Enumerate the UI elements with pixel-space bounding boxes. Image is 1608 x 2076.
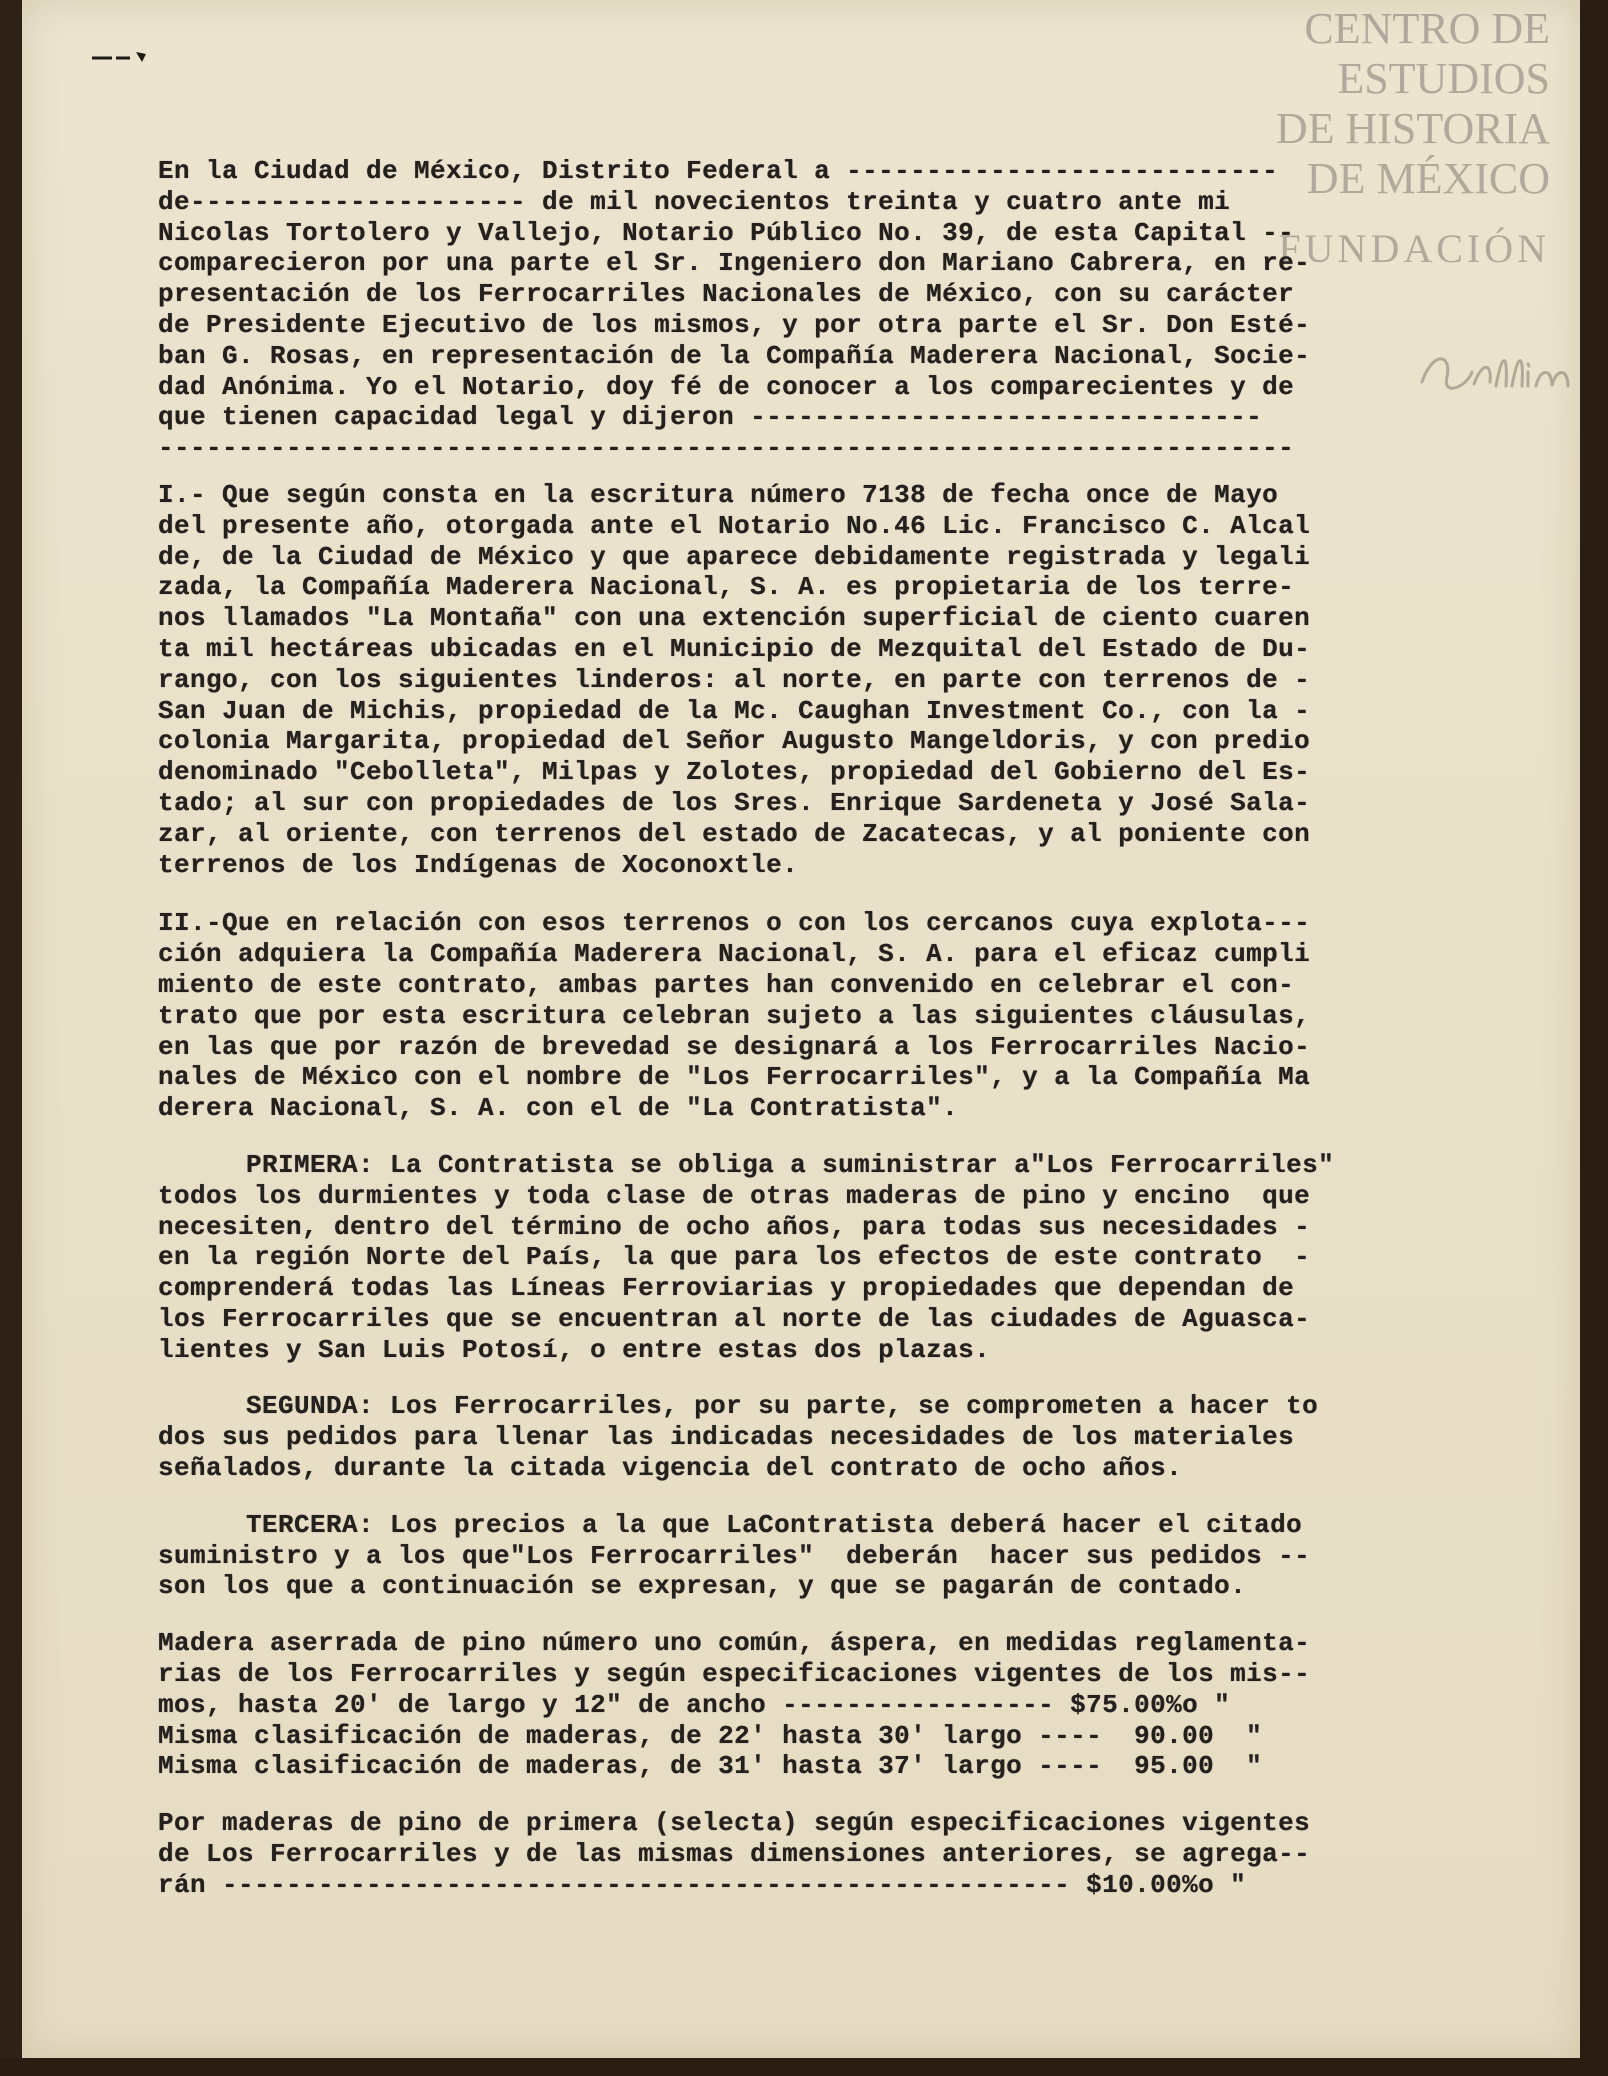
text-line: I.- Que según consta en la escritura número 7138 de fecha once de Mayo: [158, 479, 1279, 510]
text-line: En la Ciudad de México, Distrito Federal a ---------------------------: [158, 156, 1279, 186]
text-line: nos llamados "La Montaña" con una extención superficial de ciento cuaren: [158, 603, 1311, 634]
text-line: tado; al sur con propiedades de los Sres. Enrique Sardeneta y José Sala-: [158, 787, 1311, 818]
text-line: miento de este contrato, ambas partes han convenido en celebrar el con-: [158, 969, 1295, 1000]
clause-primera-body: [158, 1181, 1538, 1366]
intro-paragraph: [158, 156, 1538, 464]
text-line: zada, la Compañía Maderera Nacional, S. A. es propietaria de los terre-: [158, 572, 1295, 603]
text-line: que tienen capacidad legal y dijeron --------------------------------: [158, 402, 1263, 433]
text-line: dos sus pedidos para llenar las indicadas necesidades de los materiales: [158, 1422, 1295, 1453]
text-line: ban G. Rosas, en representación de la Compañía Maderera Nacional, Socie-: [158, 340, 1311, 371]
text-line: II.-Que en relación con esos terrenos o con los cercanos cuya explota---: [158, 908, 1311, 939]
text-line: todos los durmientes y toda clase de otras maderas de pino y encino que: [158, 1180, 1311, 1211]
watermark-line: DE MÉXICO: [1306, 154, 1550, 203]
text-line: presentación de los Ferrocarriles Nacionales de México, con su carácter: [158, 279, 1295, 310]
document-page: [22, 0, 1580, 2058]
text-line: comparecieron por una parte el Sr. Ingeniero don Mariano Cabrera, en re-: [158, 248, 1311, 279]
watermark-foundation: FUNDACIÓN: [1278, 226, 1550, 271]
text-line: nales de México con el nombre de "Los Ferrocarriles", y a la Compañía Ma: [158, 1062, 1311, 1093]
text-line: terrenos de los Indígenas de Xoconoxtle.: [158, 849, 799, 880]
watermark-line: CENTRO DE: [1304, 4, 1550, 53]
text-line: en las que por razón de brevedad se designará a los Ferrocarriles Nacio-: [158, 1031, 1311, 1062]
text-line: trato que por esta escritura celebran sujeto a las siguientes cláusulas,: [158, 1000, 1311, 1031]
text-line: lientes y San Luis Potosí, o entre estas dos plazas.: [158, 1334, 991, 1365]
text-line: denominado "Cebolleta", Milpas y Zolotes, propiedad del Gobierno del Es-: [158, 757, 1311, 788]
text-line: del presente año, otorgada ante el Notario No.46 Lic. Francisco C. Alcal: [158, 510, 1311, 541]
text-line: en la región Norte del País, la que para los efectos de este contrato -: [158, 1242, 1311, 1273]
text-line: colonia Margarita, propiedad del Señor Augusto Mangeldoris, y con predio: [158, 726, 1311, 757]
text-line: San Juan de Michis, propiedad de la Mc. Caughan Investment Co., con la -: [158, 695, 1311, 726]
closing-paragraph: [158, 1808, 1538, 1900]
text-line: suministro y a los que"Los Ferrocarriles" deberán hacer sus pedidos --: [158, 1540, 1311, 1571]
clause-i: [158, 480, 1538, 880]
text-line: de Presidente Ejecutivo de los mismos, y por otra parte el Sr. Don Esté-: [158, 309, 1311, 340]
scan-frame-right: [1580, 0, 1608, 2076]
corner-mark-icon: [90, 48, 160, 66]
scan-frame-left: [0, 0, 22, 2076]
text-line: PRIMERA: La Contratista se obliga a suministrar a"Los Ferrocarriles": [246, 1149, 1335, 1180]
text-line: ta mil hectáreas ubicadas en el Municipio de Mezquital del Estado de Du-: [158, 633, 1311, 664]
price-line: Misma clasificación de maderas, de 31' hasta 37' largo ---- 95.00 ": [158, 1751, 1263, 1782]
watermark-line: DE HISTORIA: [1275, 104, 1550, 153]
clause-segunda-body: [158, 1422, 1538, 1484]
clause-segunda: [158, 1391, 1538, 1422]
price-line: Madera aserrada de pino número uno común, áspera, en medidas reglamenta-: [158, 1628, 1311, 1659]
text-line: los Ferrocarriles que se encuentran al norte de las ciudades de Aguasca-: [158, 1303, 1311, 1334]
price-line: Misma clasificación de maderas, de 22' hasta 30' largo ---- 90.00 ": [158, 1720, 1263, 1751]
text-line: señalados, durante la citada vigencia del contrato de ocho años.: [158, 1453, 1183, 1484]
clause-primera: [158, 1150, 1538, 1181]
clause-tercera-body: [158, 1541, 1538, 1603]
scan-frame-bottom: [0, 2058, 1608, 2076]
text-line: ción adquiera la Compañía Maderera Nacional, S. A. para el eficaz cumpli: [158, 939, 1311, 970]
clause-tercera: [158, 1510, 1538, 1541]
text-line: Nicolas Tortolero y Vallejo, Notario Público No. 39, de esta Capital --: [158, 217, 1295, 248]
text-line: -----------------------------------------------------------------------: [158, 433, 1295, 464]
text-line: derera Nacional, S. A. con el de "La Contratista".: [158, 1093, 959, 1124]
text-line: TERCERA: Los precios a la que LaContratista deberá hacer el citado: [246, 1509, 1303, 1540]
text-line: de, de la Ciudad de México y que aparece debidamente registrada y legali: [158, 541, 1311, 572]
price-list: [158, 1628, 1538, 1782]
clause-ii: [158, 908, 1538, 1124]
text-line: comprenderá todas las Líneas Ferroviarias y propiedades que dependan de: [158, 1273, 1295, 1304]
text-line: son los que a continuación se expresan, y que se pagarán de contado.: [158, 1571, 1247, 1602]
text-line: de--------------------- de mil novecientos treinta y cuatro ante mi: [158, 186, 1231, 217]
price-line: rias de los Ferrocarriles y según especificaciones vigentes de los mis--: [158, 1659, 1311, 1690]
watermark-line: ESTUDIOS: [1337, 54, 1550, 103]
price-line: mos, hasta 20' de largo y 12" de ancho ----------------- $75.00%o ": [158, 1689, 1231, 1720]
text-line: rán ----------------------------------------------------- $10.00%o ": [158, 1869, 1247, 1900]
text-line: Por maderas de pino de primera (selecta) según especificaciones vigentes: [158, 1808, 1311, 1839]
document-body: [158, 156, 1538, 1901]
text-line: zar, al oriente, con terrenos del estado de Zacatecas, y al poniente con: [158, 818, 1311, 849]
text-line: de Los Ferrocarriles y de las mismas dimensiones anteriores, se agrega--: [158, 1839, 1311, 1870]
text-line: necesiten, dentro del término de ocho años, para todas sus necesidades -: [158, 1211, 1311, 1242]
text-line: dad Anónima. Yo el Notario, doy fé de conocer a los comparecientes y de: [158, 371, 1295, 402]
text-line: rango, con los siguientes linderos: al norte, en parte con terrenos de -: [158, 664, 1311, 695]
text-line: SEGUNDA: Los Ferrocarriles, por su parte, se comprometen a hacer to: [246, 1391, 1319, 1422]
